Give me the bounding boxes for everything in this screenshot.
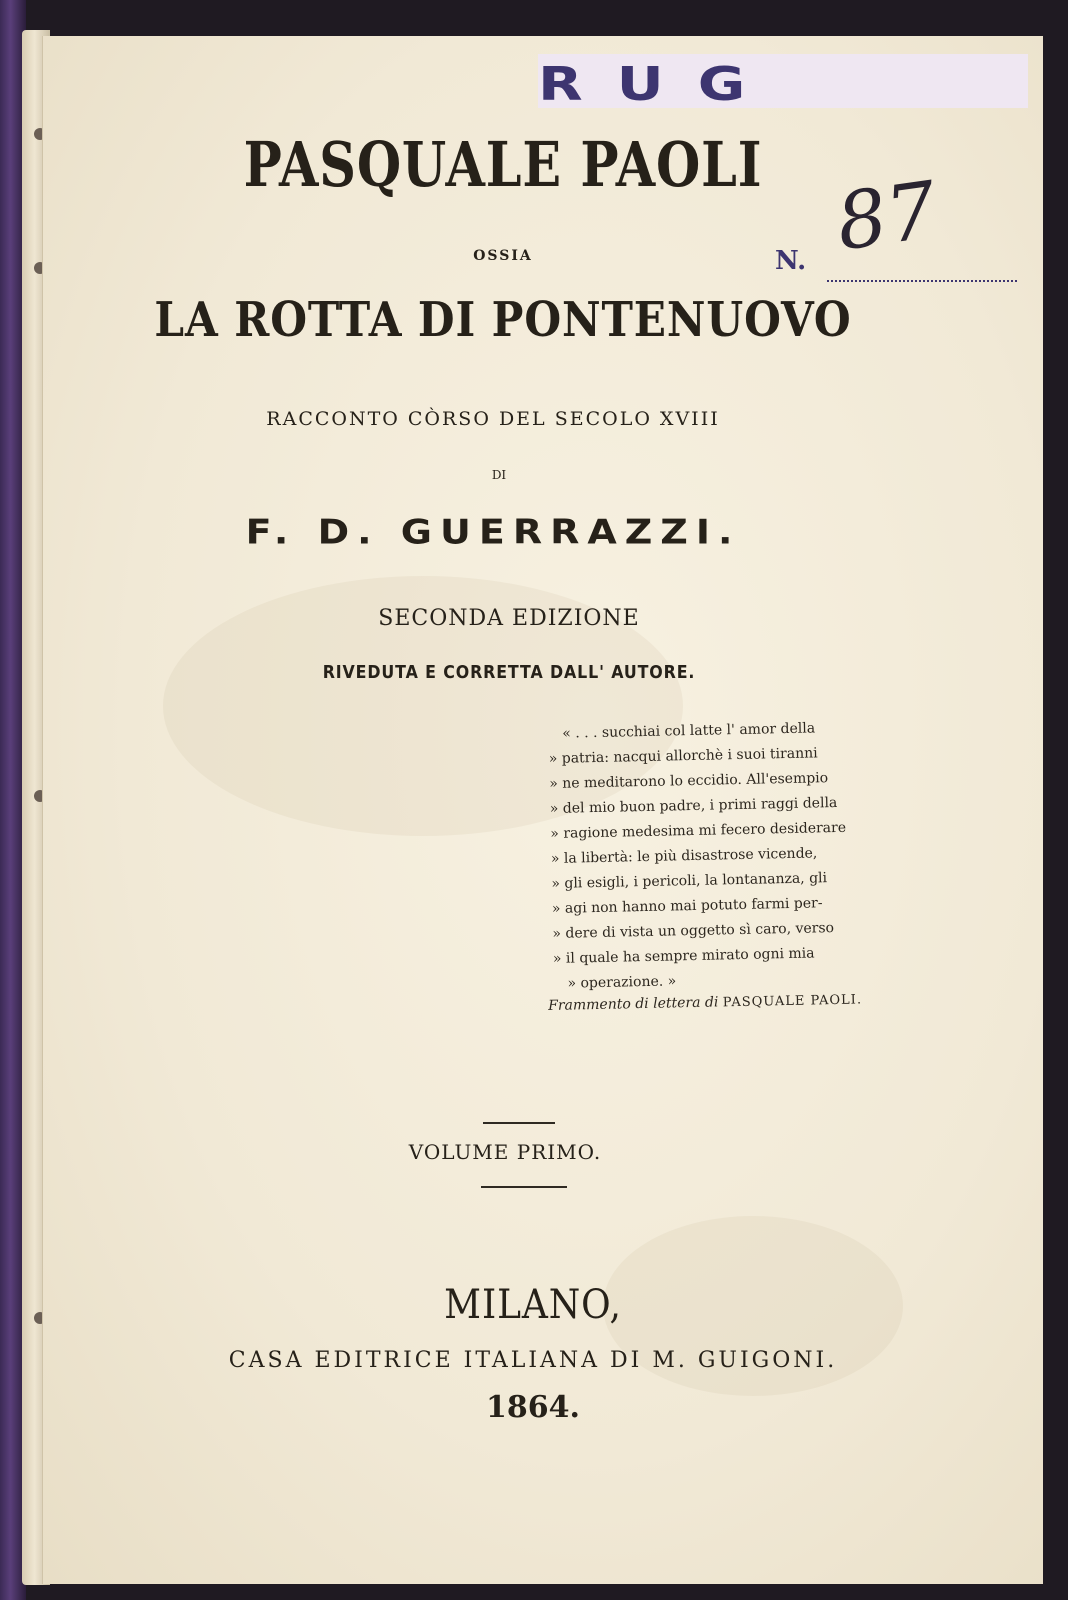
author-name: F. D. GUERRAZZI. [245,512,741,552]
epigraph-source-prefix: Frammento di lettera di [548,994,719,1014]
divider-rule [481,1186,567,1188]
library-stamp [538,54,1028,108]
epigraph-line: » ne meditarono lo eccidio. All'esempio [549,770,829,792]
epigraph-line: » patria: nacqui allorchè i suoi tiranni [548,745,818,767]
epigraph-line: » il quale ha sempre mirato ogni mia [552,945,815,967]
shelf-mark-number: 87 [831,165,943,269]
stamp-text: RUG [538,56,780,108]
epigraph-line: » dere di vista un oggetto sì caro, verso [552,920,835,942]
epigraph-line: « . . . succhiai col latte l' amor della [562,720,816,742]
title-conjunction: OSSIA [473,248,533,264]
by-line: DI [491,468,507,482]
imprint-year: 1864. [486,1390,580,1425]
epigraph-line: » ragione medesima mi fecero desiderare [550,819,847,842]
imprint-publisher: CASA EDITRICE ITALIANA DI M. GUIGONI. [228,1348,838,1373]
divider-rule [483,1122,555,1124]
book-title: PASQUALE PAOLI [243,128,763,201]
epigraph [548,714,914,996]
genre-line: RACCONTO CÒRSO DEL SECOLO XVIII [266,408,720,430]
volume-label: VOLUME PRIMO. [408,1140,602,1164]
title-page [42,36,1043,1584]
epigraph-line: » gli esigli, i pericoli, la lontananza, gli [551,870,828,892]
shelf-mark-line [827,280,1017,282]
shelf-mark-prefix: N. [775,246,807,276]
revision-line: RIVEDUTA E CORRETTA DALL' AUTORE. [322,662,696,683]
epigraph-source-name: PASQUALE PAOLI. [722,992,863,1011]
epigraph-line: » la libertà: le più disastrose vicende, [550,845,818,867]
epigraph-line: » operazione. » [567,973,677,992]
epigraph-line: » del mio buon padre, i primi raggi della [549,794,838,817]
imprint-city: MILANO, [444,1282,622,1328]
book-subtitle: LA ROTTA DI PONTENUOVO [154,292,852,348]
edition-line: SECONDA EDIZIONE [378,606,640,631]
epigraph-line: » agi non hanno mai potuto farmi per- [551,895,823,917]
